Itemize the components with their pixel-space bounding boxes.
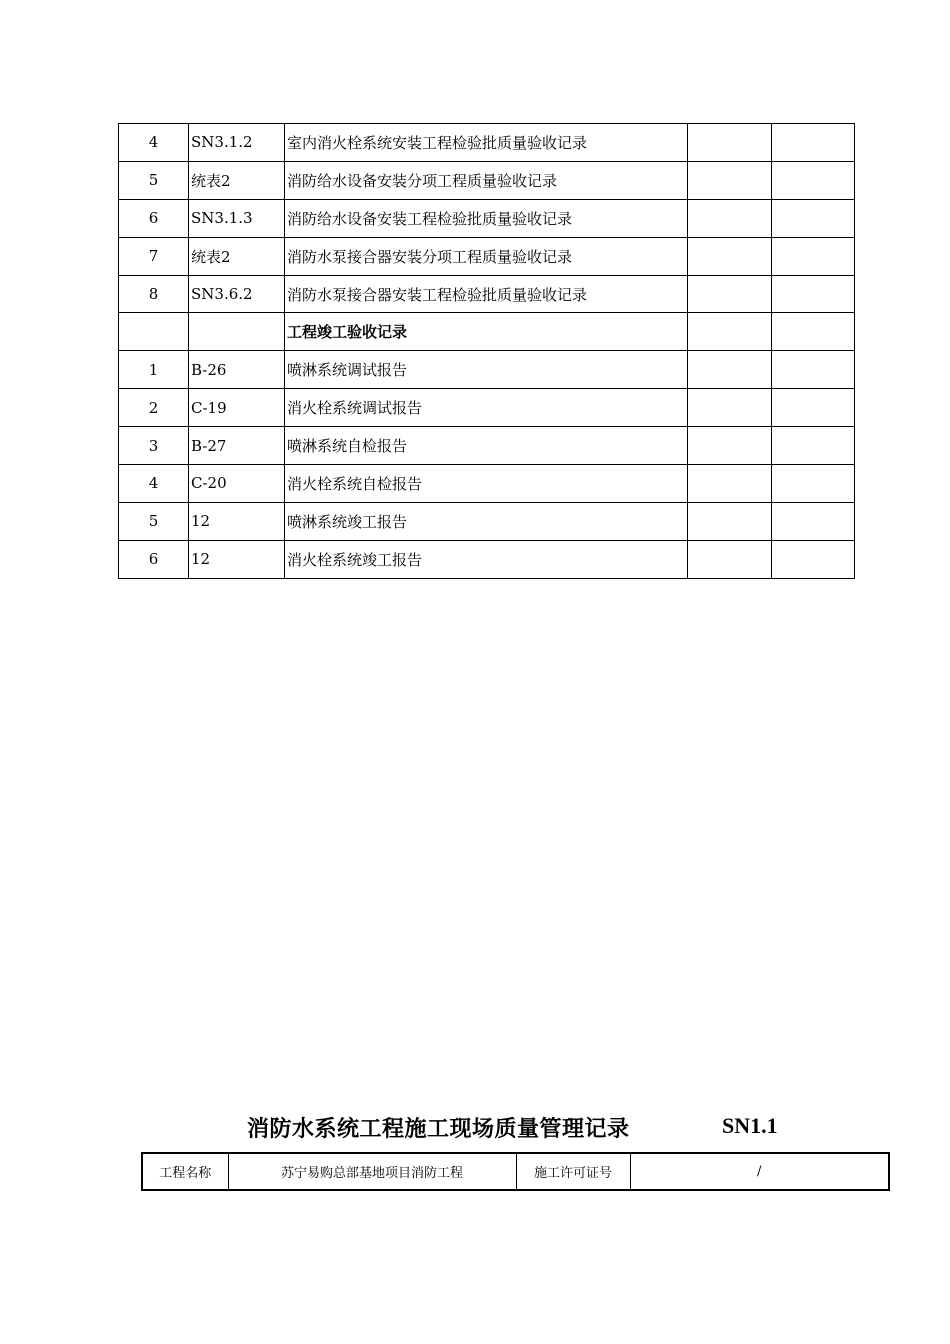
row-empty-cell: [119, 313, 189, 351]
row-code: B-26: [189, 351, 285, 389]
row-code: SN3.1.3: [189, 199, 285, 237]
row-empty-cell: [688, 351, 772, 389]
row-name: 喷淋系统自检报告: [285, 427, 688, 465]
table-row: [119, 161, 855, 199]
row-number: 3: [119, 427, 189, 465]
row-name: 室内消火栓系统安装工程检验批质量验收记录: [285, 124, 688, 162]
row-empty-cell: [772, 502, 855, 540]
section-title: 工程竣工验收记录: [285, 313, 688, 351]
row-code: 统表2: [189, 161, 285, 199]
row-name: 喷淋系统竣工报告: [285, 502, 688, 540]
row-empty-cell: [772, 237, 855, 275]
row-number: 6: [119, 540, 189, 578]
row-empty-cell: [772, 465, 855, 503]
table-row: [119, 427, 855, 465]
row-number: 4: [119, 465, 189, 503]
section-header-row: [119, 313, 855, 351]
row-code: 12: [189, 540, 285, 578]
project-info-row: [142, 1153, 889, 1190]
row-empty-cell: [772, 161, 855, 199]
row-empty-cell: [772, 124, 855, 162]
row-empty-cell: [688, 124, 772, 162]
row-name: 喷淋系统调试报告: [285, 351, 688, 389]
row-number: 5: [119, 502, 189, 540]
row-empty-cell: [688, 427, 772, 465]
row-name: 消防给水设备安装分项工程质量验收记录: [285, 161, 688, 199]
table-row: [119, 540, 855, 578]
row-empty-cell: [688, 389, 772, 427]
row-number: 8: [119, 275, 189, 313]
row-empty-cell: [688, 199, 772, 237]
row-code: C-20: [189, 465, 285, 503]
row-code: 12: [189, 502, 285, 540]
row-name: 消防水泵接合器安装工程检验批质量验收记录: [285, 275, 688, 313]
project-info-table: [141, 1152, 890, 1191]
row-number: 4: [119, 124, 189, 162]
table-row: [119, 465, 855, 503]
row-number: 2: [119, 389, 189, 427]
row-empty-cell: [772, 389, 855, 427]
row-code: 统表2: [189, 237, 285, 275]
form-code: SN1.1: [722, 1113, 778, 1138]
row-empty-cell: [772, 275, 855, 313]
table-row: [119, 351, 855, 389]
permit-label: 施工许可证号: [516, 1153, 630, 1190]
row-empty-cell: [688, 465, 772, 503]
row-number: 1: [119, 351, 189, 389]
table-row: [119, 199, 855, 237]
row-empty-cell: [688, 161, 772, 199]
page-title: 消防水系统工程施工现场质量管理记录: [247, 1117, 630, 1142]
row-empty-cell: [772, 540, 855, 578]
row-empty-cell: [688, 540, 772, 578]
table-row: [119, 275, 855, 313]
project-name-value: 苏宁易购总部基地项目消防工程: [228, 1153, 516, 1190]
row-empty-cell: [772, 351, 855, 389]
permit-value: /: [630, 1153, 889, 1190]
row-name: 消火栓系统自检报告: [285, 465, 688, 503]
row-number: 6: [119, 199, 189, 237]
table-row: [119, 389, 855, 427]
row-empty-cell: [688, 275, 772, 313]
row-empty-cell: [688, 313, 772, 351]
row-number: 5: [119, 161, 189, 199]
table-row: [119, 124, 855, 162]
row-code: B-27: [189, 427, 285, 465]
row-code: SN3.1.2: [189, 124, 285, 162]
project-name-label: 工程名称: [142, 1153, 228, 1190]
row-empty-cell: [772, 199, 855, 237]
records-table: [118, 123, 855, 579]
row-code: SN3.6.2: [189, 275, 285, 313]
table-row: [119, 237, 855, 275]
row-name: 消火栓系统竣工报告: [285, 540, 688, 578]
row-empty-cell: [688, 237, 772, 275]
row-number: 7: [119, 237, 189, 275]
row-empty-cell: [189, 313, 285, 351]
row-empty-cell: [772, 427, 855, 465]
row-name: 消火栓系统调试报告: [285, 389, 688, 427]
row-empty-cell: [772, 313, 855, 351]
row-code: C-19: [189, 389, 285, 427]
row-name: 消防水泵接合器安装分项工程质量验收记录: [285, 237, 688, 275]
table-row: [119, 502, 855, 540]
row-name: 消防给水设备安装工程检验批质量验收记录: [285, 199, 688, 237]
row-empty-cell: [688, 502, 772, 540]
